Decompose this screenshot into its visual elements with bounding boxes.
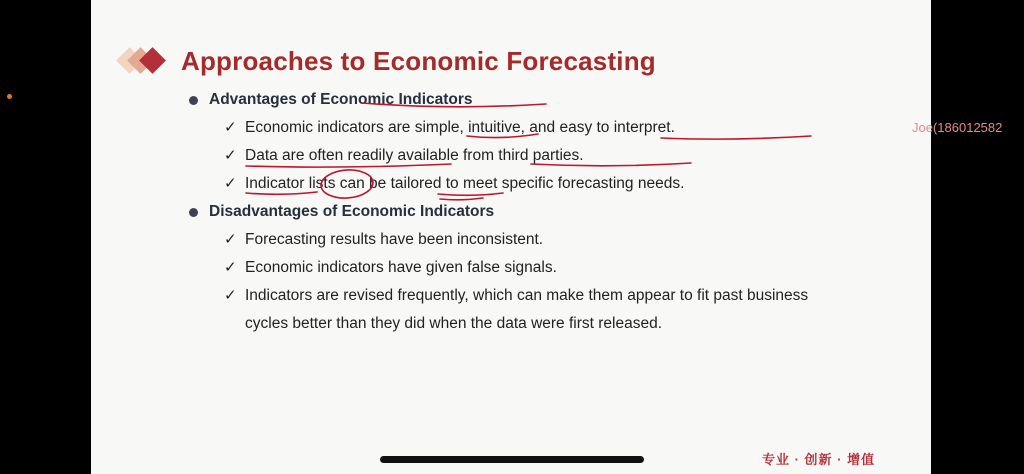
footer-brand-slogan: 专业 · 创新 · 增值 — [762, 452, 876, 467]
diamond-logo-icon — [114, 46, 174, 76]
checkmark-icon: ✓ — [224, 175, 237, 192]
checkmark-icon: ✓ — [224, 119, 237, 136]
section-heading-advantages: Advantages of Economic Indicators — [187, 86, 907, 114]
checkmark-icon: ✓ — [224, 287, 237, 304]
list-item: ✓ Economic indicators have given false signals. — [187, 254, 907, 282]
slide-content — [187, 86, 907, 338]
slide-title: Approaches to Economic Forecasting — [181, 45, 656, 76]
bullet-dot-icon — [189, 208, 198, 217]
presentation-slide — [91, 0, 931, 474]
checkmark-icon: ✓ — [224, 231, 237, 248]
home-indicator-bar[interactable] — [380, 456, 644, 463]
section-heading-disadvantages: Disadvantages of Economic Indicators — [187, 198, 907, 226]
list-item: ✓ Data are often readily available from third parties. — [187, 142, 907, 170]
checkmark-icon: ✓ — [224, 259, 237, 276]
list-item: ✓ Forecasting results have been inconsistent. — [187, 226, 907, 254]
user-watermark: Joe(186012582 — [912, 120, 1003, 135]
checkmark-icon: ✓ — [224, 147, 237, 164]
recording-indicator-dot — [7, 94, 12, 99]
list-item: ✓ Indicator lists can be tailored to meet specific forecasting needs. — [187, 170, 907, 198]
slide-title-row — [114, 43, 656, 79]
bullet-dot-icon — [189, 96, 198, 105]
list-item: ✓ Economic indicators are simple, intuitive, and easy to interpret. — [187, 114, 907, 142]
list-item: ✓ Indicators are revised frequently, which can make them appear to fit past business cycles better than they did when the data were first released. — [187, 282, 845, 338]
